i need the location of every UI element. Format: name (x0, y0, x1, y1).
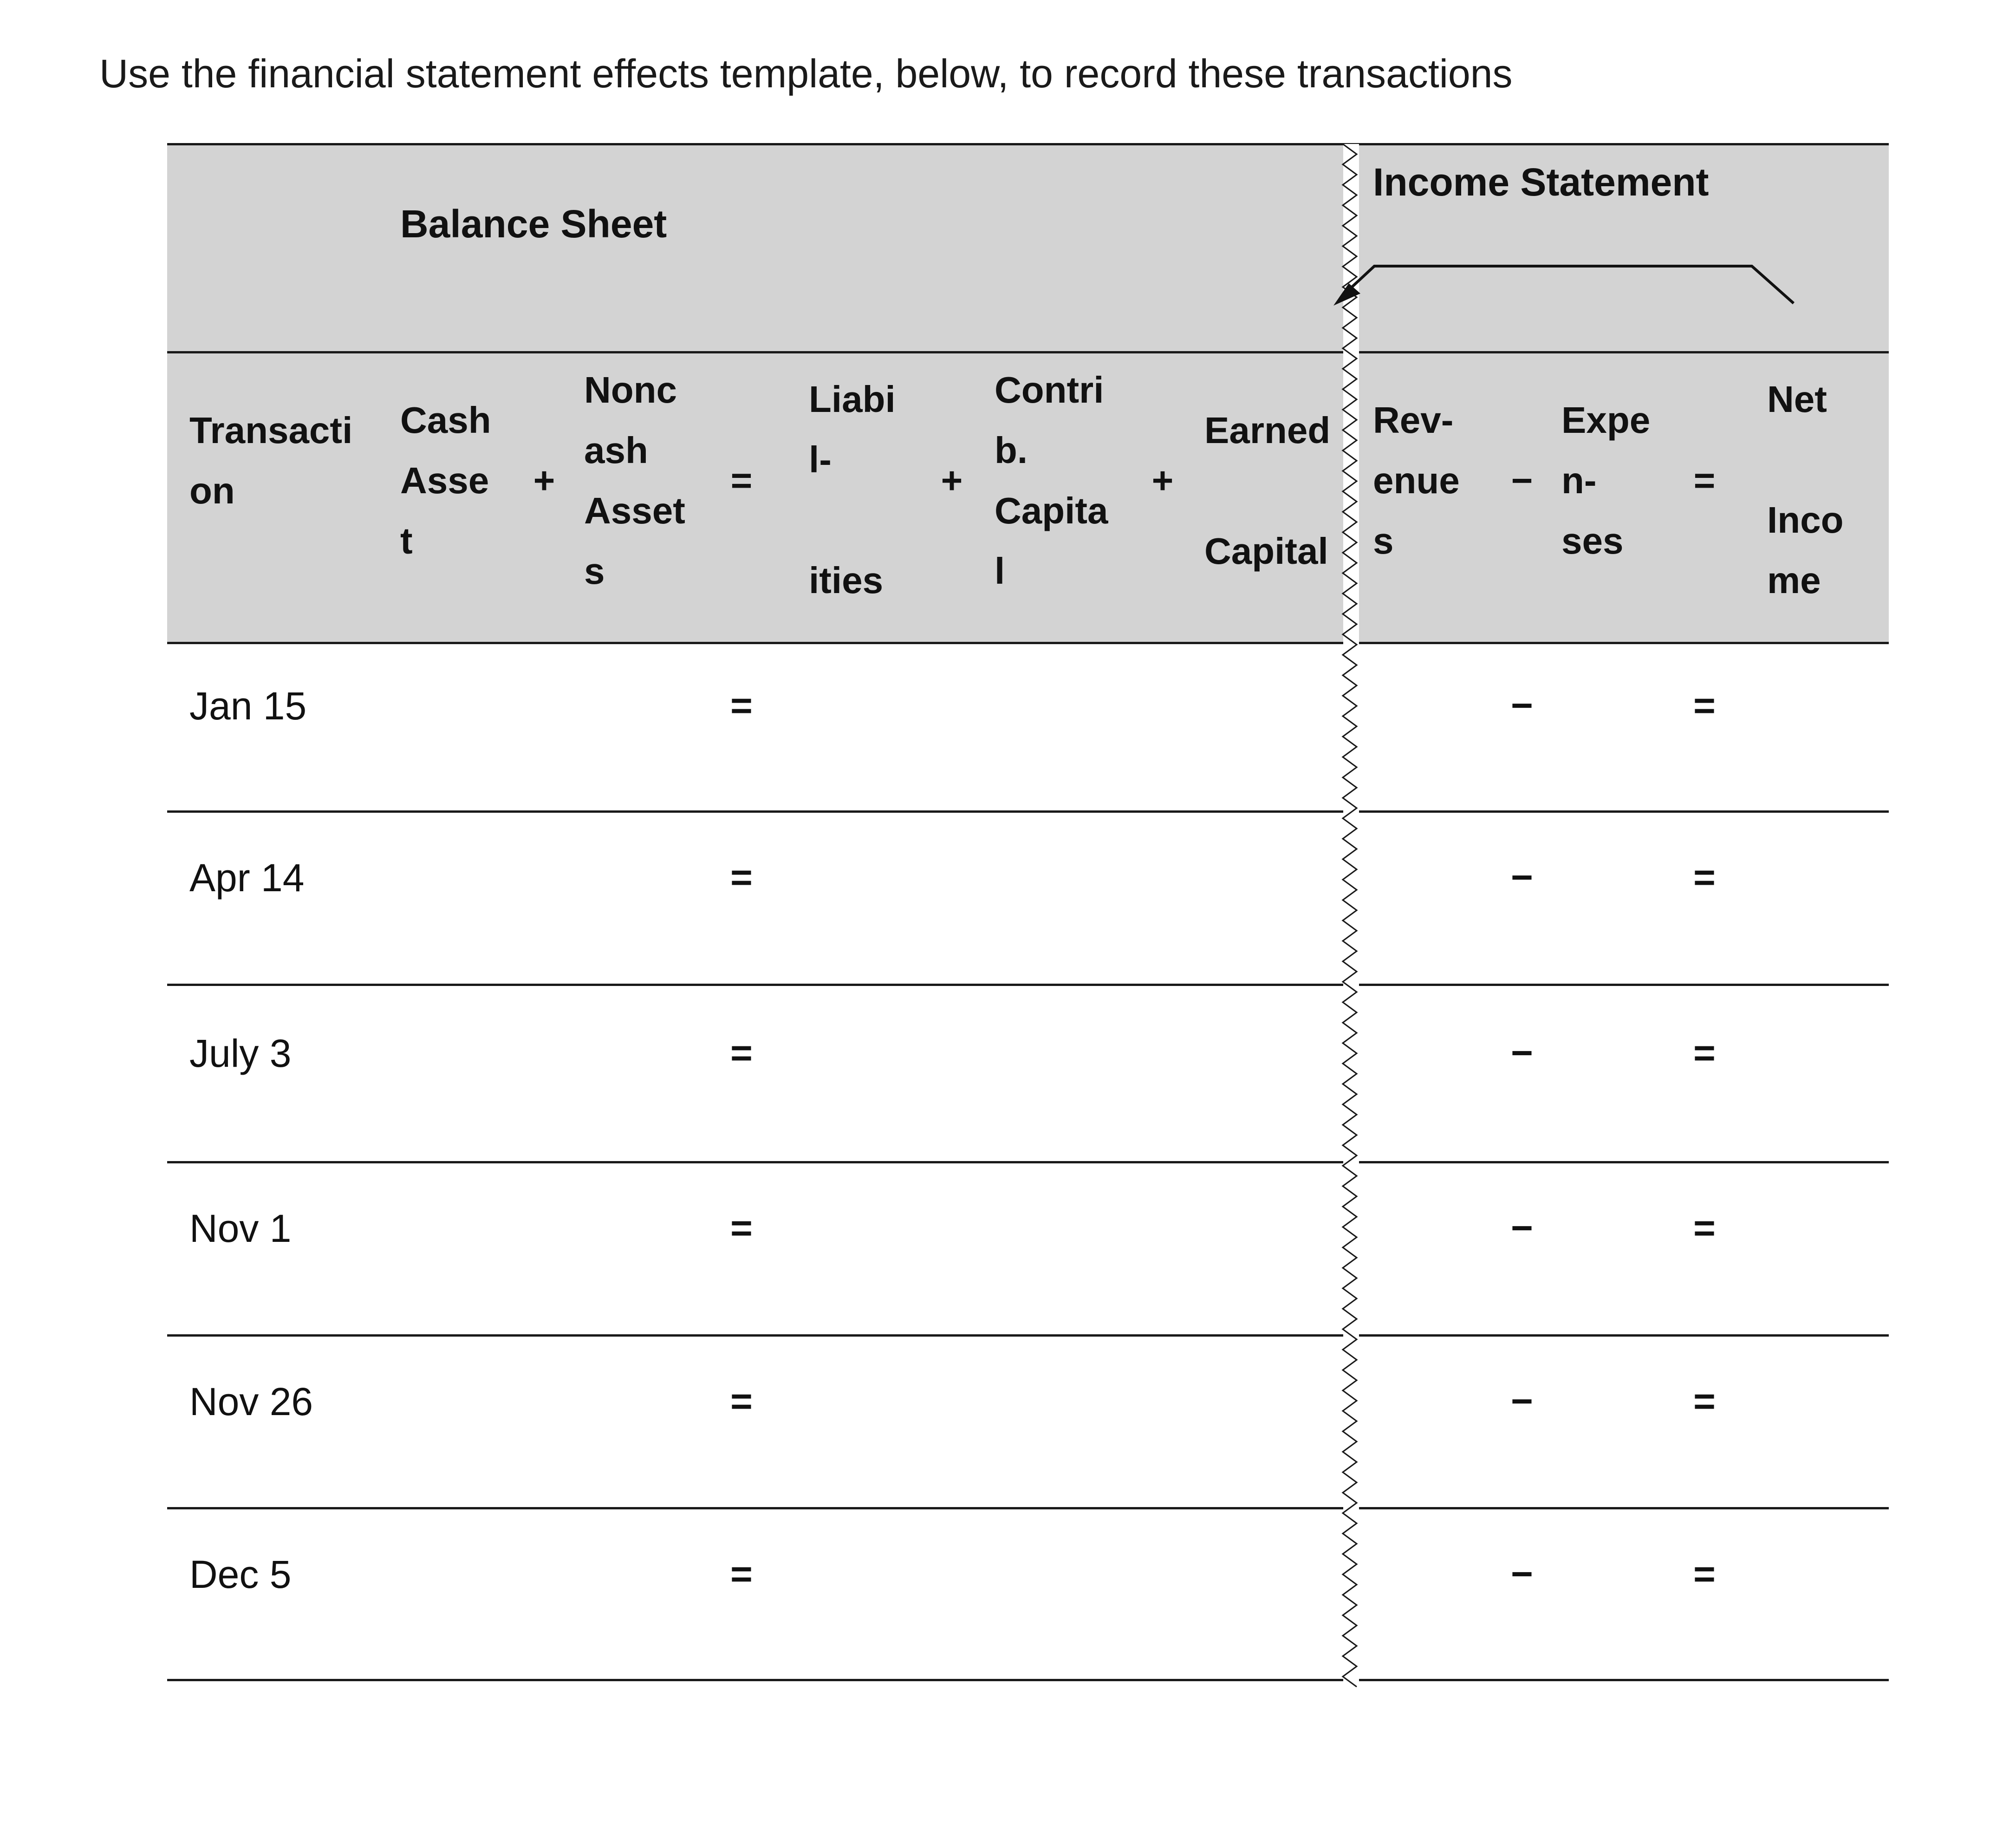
row-op-equals: = (730, 1380, 753, 1423)
col-liabilities: Liabi l- ities (809, 379, 896, 601)
col-net-income: Net Inco me (1767, 379, 1844, 601)
instruction-text: Use the financial statement effects template, below, to record these transactions (99, 52, 1513, 96)
op-plus: + (941, 460, 963, 501)
row-op-equals: = (730, 1553, 753, 1595)
col-cash-asset: Cash Asse t (400, 399, 491, 561)
row-op-minus: − (1511, 1207, 1533, 1249)
col-transaction: Transacti on (189, 410, 353, 511)
row-op-equals: = (1693, 1380, 1716, 1423)
row-rule (167, 810, 1889, 813)
row-label-dec-5: Dec 5 (189, 1553, 292, 1596)
row-op-equals: = (730, 685, 753, 727)
row-op-equals: = (1693, 1032, 1716, 1074)
col-expenses: Expe n- ses (1561, 399, 1651, 561)
col-earned-capital: Earned Capital (1204, 410, 1331, 572)
row-op-equals: = (1693, 1553, 1716, 1595)
row-op-equals: = (1693, 1207, 1716, 1249)
row-rule (167, 1161, 1889, 1163)
col-contrib-capital: Contri b. Capita l (995, 369, 1108, 592)
row-rule (167, 1334, 1889, 1337)
row-op-equals: = (1693, 856, 1716, 899)
col-noncash-assets: Nonc ash Asset s (584, 369, 685, 592)
row-rule (167, 1507, 1889, 1509)
row-op-minus: − (1511, 1553, 1533, 1595)
row-op-minus: − (1511, 685, 1533, 727)
row-op-equals: = (1693, 685, 1716, 727)
zigzag-divider (1336, 144, 1364, 1690)
row-op-minus: − (1511, 856, 1533, 899)
row-label-nov-26: Nov 26 (189, 1380, 313, 1423)
balance-sheet-title: Balance Sheet (400, 202, 667, 246)
row-label-jan-15: Jan 15 (189, 684, 307, 728)
row-op-equals: = (730, 1032, 753, 1074)
income-statement-title: Income Statement (1373, 160, 1709, 204)
op-plus: + (533, 460, 555, 501)
row-rule (167, 984, 1889, 986)
row-op-minus: − (1511, 1380, 1533, 1423)
row-op-equals: = (730, 1207, 753, 1249)
op-equals: = (1693, 460, 1716, 501)
row-label-apr-14: Apr 14 (189, 856, 305, 900)
col-revenues: Rev- enue s (1373, 399, 1460, 561)
op-plus: + (1151, 460, 1174, 501)
op-minus: − (1511, 460, 1533, 501)
header-divider-rule (167, 351, 1889, 353)
table-bottom-rule (167, 1679, 1889, 1681)
header-bottom-rule (167, 642, 1889, 644)
row-label-nov-1: Nov 1 (189, 1207, 292, 1250)
net-income-arrow-icon (1328, 251, 1801, 316)
table-top-rule (167, 143, 1889, 145)
op-equals: = (730, 460, 753, 501)
row-op-equals: = (730, 856, 753, 899)
row-op-minus: − (1511, 1032, 1533, 1074)
row-label-july-3: July 3 (189, 1031, 292, 1075)
